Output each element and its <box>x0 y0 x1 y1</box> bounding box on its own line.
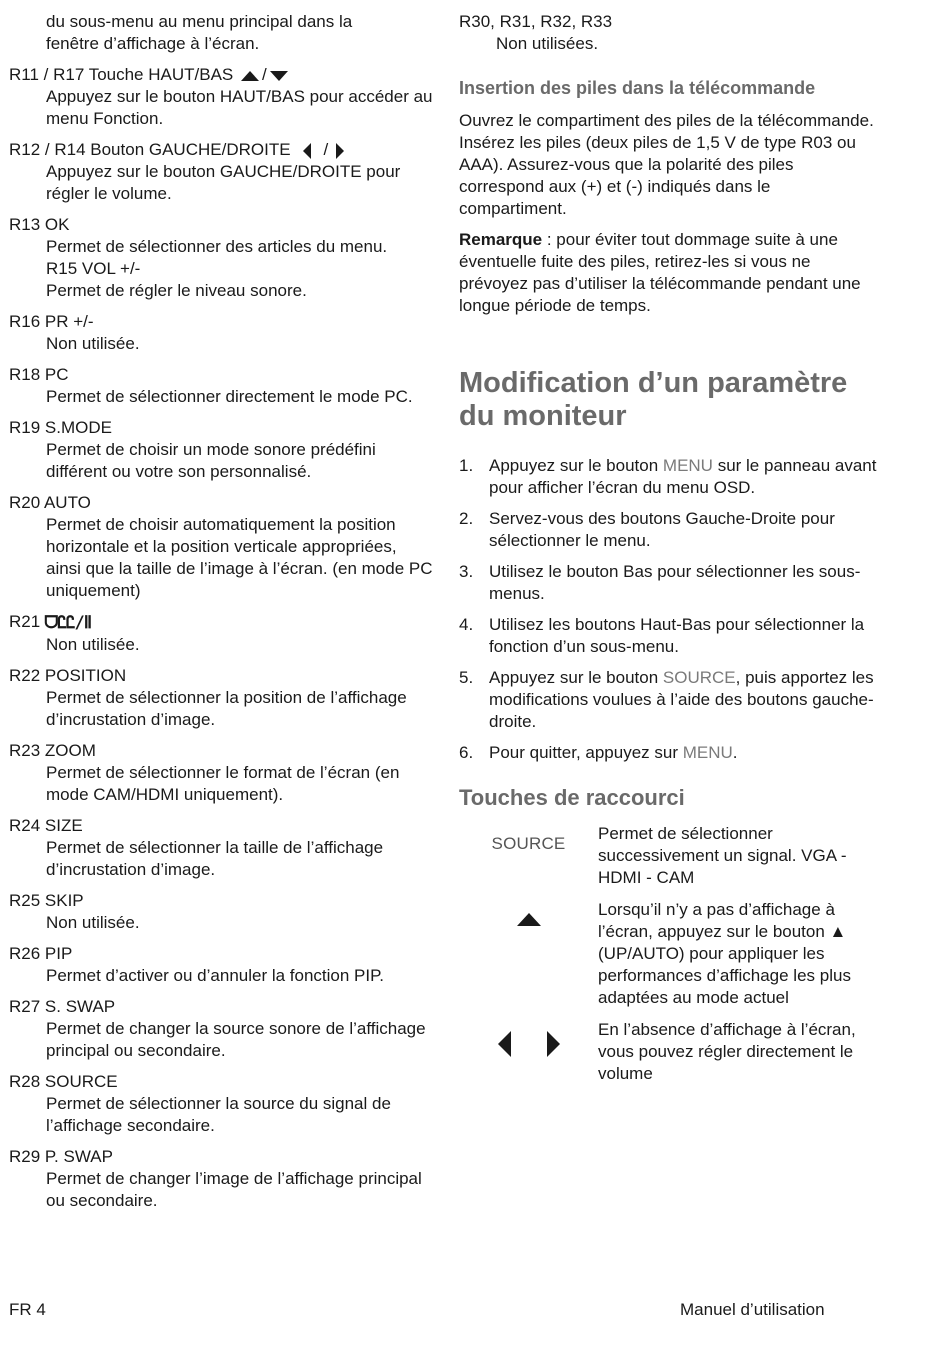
footer-page-number: FR 4 <box>9 1300 46 1319</box>
entry-desc-r25: Non utilisée. <box>46 912 140 932</box>
entry-r20 <box>9 492 434 602</box>
entry-r26 <box>9 943 434 987</box>
step-key: MENU <box>682 743 733 762</box>
entry-desc-r26: Permet d’activer ou d’annuler la fonction PIP. <box>46 965 384 985</box>
shortcut-up-text: Lorsqu’il n’y a pas d’affichage à l’écran, appuyez sur le bouton ▲ (UP/AUTO) pour appliquer les performances d’affichage les plus adaptées au mode actuel <box>598 900 851 1007</box>
r11-separator: / <box>262 65 267 84</box>
up-arrow-icon <box>241 71 259 81</box>
step-key: MENU <box>662 456 713 475</box>
entry-r28 <box>9 1071 434 1137</box>
entry-r19 <box>9 417 434 483</box>
shortcut-lr-icon-cell <box>459 1019 598 1085</box>
entry-code-r19: R19 S.MODE <box>9 418 112 437</box>
step-text: Appuyez sur le bouton <box>489 668 663 687</box>
remark-paragraph <box>459 229 879 317</box>
entry-code-r18: R18 PC <box>9 365 69 384</box>
entry-desc-r23: Permet de sélectionner le format de l’écran (en mode CAM/HDMI uniquement). <box>46 762 400 804</box>
step-item <box>459 508 879 552</box>
entry-code-r29: R29 P. SWAP <box>9 1146 113 1166</box>
entry-r18 <box>9 364 434 408</box>
entry-code-r27: R27 S. SWAP <box>9 996 116 1016</box>
entry-r29 <box>9 1146 434 1212</box>
left-triangle-icon <box>498 1031 511 1057</box>
entry-desc-r22: Permet de sélectionner la position de l’affichage d’incrustation d’image. <box>46 687 407 729</box>
entry-code-r23: R23 ZOOM <box>9 740 96 760</box>
entry-r22 <box>9 665 434 731</box>
intro-continuation <box>9 11 434 55</box>
step-number: 6. <box>459 743 474 762</box>
entry-code-r15: R15 VOL +/- <box>46 259 141 278</box>
right-triangle-icon <box>547 1031 560 1057</box>
up-triangle-icon <box>517 913 541 926</box>
step-item <box>459 742 879 764</box>
entry-desc-r18: Permet de sélectionner directement le mode PC. <box>46 387 413 406</box>
aspect-ratio-icon: ᗜᏝᏝ/Ⅱ <box>44 612 92 633</box>
entry-code-r26: R26 PIP <box>9 943 73 963</box>
entry-desc-r16: Non utilisée. <box>46 334 140 353</box>
entry-desc-r20: Permet de choisir automatiquement la position horizontale et la position verticale appropriées, ainsi que la taille de l’image à l’écran. (en mode PC uniquement) <box>46 515 433 600</box>
left-column <box>9 11 434 1221</box>
left-arrow-icon <box>303 143 311 159</box>
entry-code-r28: R28 SOURCE <box>9 1071 118 1091</box>
down-arrow-icon <box>270 71 288 81</box>
source-button-icon: SOURCE <box>491 834 566 853</box>
shortcut-lr-row <box>459 1019 879 1085</box>
entry-code-r21 <box>9 611 434 634</box>
entry-desc-r19: Permet de choisir un mode sonore prédéfini différent ou votre son personnalisé. <box>46 440 376 481</box>
entry-desc-r13: Permet de sélectionner des articles du menu. <box>46 237 388 256</box>
shortcut-up-row <box>459 899 879 1009</box>
step-item <box>459 561 879 605</box>
step-item <box>459 455 879 499</box>
step-text: Pour quitter, appuyez sur <box>489 743 683 762</box>
r21-code-text: R21 <box>9 612 41 631</box>
r12-separator: / <box>323 140 329 159</box>
shortcut-source-icon-cell <box>459 823 598 889</box>
remark-label: Remarque <box>459 230 543 249</box>
entry-r27 <box>9 996 434 1062</box>
entry-desc-r21: Non utilisée. <box>46 634 140 654</box>
step-number: 2. <box>459 509 474 528</box>
step-item <box>459 614 879 658</box>
shortcut-up-icon-cell <box>459 899 598 1009</box>
step-text: Servez-vous des boutons Gauche-Droite pour sélectionner le menu. <box>489 509 835 550</box>
right-column <box>459 11 879 1095</box>
batteries-paragraph: Ouvrez le compartiment des piles de la télécommande. Insérez les piles (deux piles de 1,5 V de type R03 ou AAA). Assurez-vous que la polarité des piles correspond aux (+) et (-) indiqués dans le compartiment. <box>459 111 874 218</box>
entry-code-r22: R22 POSITION <box>9 665 127 685</box>
footer-manual-title: Manuel d’utilisation <box>680 1300 825 1319</box>
step-text: Utilisez le bouton Bas pour sélectionner les sous-menus. <box>489 562 861 603</box>
shortcut-lr-text: En l’absence d’affichage à l’écran, vous pouvez régler directement le volume <box>598 1020 856 1083</box>
entry-desc-r15: Permet de régler le niveau sonore. <box>46 281 307 300</box>
entry-r12 <box>9 139 434 205</box>
entry-code-r16: R16 PR +/- <box>9 312 94 331</box>
entry-desc-r29: Permet de changer l’image de l’affichage principal ou secondaire. <box>46 1168 422 1210</box>
step-number: 5. <box>459 668 474 687</box>
remark-text: : pour éviter tout dommage suite à une éventuelle fuite des piles, retirez-les si vous ne prévoyez pas d’utiliser la télécommande pendant une longue période de temps. <box>459 230 861 315</box>
intro-line-2: fenêtre d’affichage à l’écran. <box>46 34 260 53</box>
entry-code-r11 <box>9 64 434 86</box>
step-text: Utilisez les boutons Haut-Bas pour sélectionner la fonction d’un sous-menu. <box>489 615 865 656</box>
entry-r30-r33 <box>459 11 879 55</box>
entry-desc-r27: Permet de changer la source sonore de l’affichage principal ou secondaire. <box>46 1018 426 1060</box>
shortcuts-heading: Touches de raccourci <box>459 785 685 810</box>
entry-r16 <box>9 311 434 355</box>
step-number: 1. <box>459 456 474 475</box>
entry-code-r13: R13 OK <box>9 215 70 234</box>
entry-r13 <box>9 214 434 302</box>
entry-desc-r11: Appuyez sur le bouton HAUT/BAS pour accéder au menu Fonction. <box>46 87 433 128</box>
step-text-end: . <box>732 743 738 762</box>
entry-code-r30: R30, R31, R32, R33 <box>459 12 613 31</box>
step-number: 3. <box>459 562 474 581</box>
r11-code-text: R11 / R17 Touche HAUT/BAS <box>9 65 234 84</box>
shortcut-source-text: Permet de sélectionner successivement un signal. VGA - HDMI - CAM <box>598 824 847 887</box>
entry-desc-r24: Permet de sélectionner la taille de l’affichage d’incrustation d’image. <box>46 837 384 879</box>
step-key: SOURCE <box>662 668 736 687</box>
right-arrow-icon <box>336 143 344 159</box>
steps-list <box>459 455 879 764</box>
entry-code-r24: R24 SIZE <box>9 815 83 835</box>
entry-r23 <box>9 740 434 806</box>
entry-code-r12 <box>9 139 434 161</box>
entry-r21 <box>9 611 434 656</box>
shortcut-source-row <box>459 823 879 889</box>
entry-r25 <box>9 890 434 934</box>
batteries-heading: Insertion des piles dans la télécommande <box>459 78 816 98</box>
entry-desc-r28: Permet de sélectionner la source du signal de l’affichage secondaire. <box>46 1093 391 1135</box>
entry-desc-r12: Appuyez sur le bouton GAUCHE/DROITE pour régler le volume. <box>46 162 401 203</box>
step-number: 4. <box>459 615 474 634</box>
step-text-end: , puis apportez les modifications voulues à l’aide des boutons gauche-droite. <box>489 668 874 731</box>
step-text: Appuyez sur le bouton <box>489 456 663 475</box>
step-text-end: sur le panneau avant pour afficher l’écran du menu OSD. <box>489 456 877 497</box>
intro-line-1: du sous-menu au menu principal dans la <box>46 12 353 31</box>
r12-code-text: R12 / R14 Bouton GAUCHE/DROITE <box>9 140 291 159</box>
entry-r11 <box>9 64 434 130</box>
step-item <box>459 667 879 733</box>
section-title: Modification d’un paramètre du moniteur <box>459 367 848 432</box>
entry-desc-r30: Non utilisées. <box>496 34 599 53</box>
entry-code-r25: R25 SKIP <box>9 890 84 910</box>
entry-r24 <box>9 815 434 881</box>
left-right-icons <box>498 1031 560 1057</box>
entry-code-r20: R20 AUTO <box>9 493 91 512</box>
